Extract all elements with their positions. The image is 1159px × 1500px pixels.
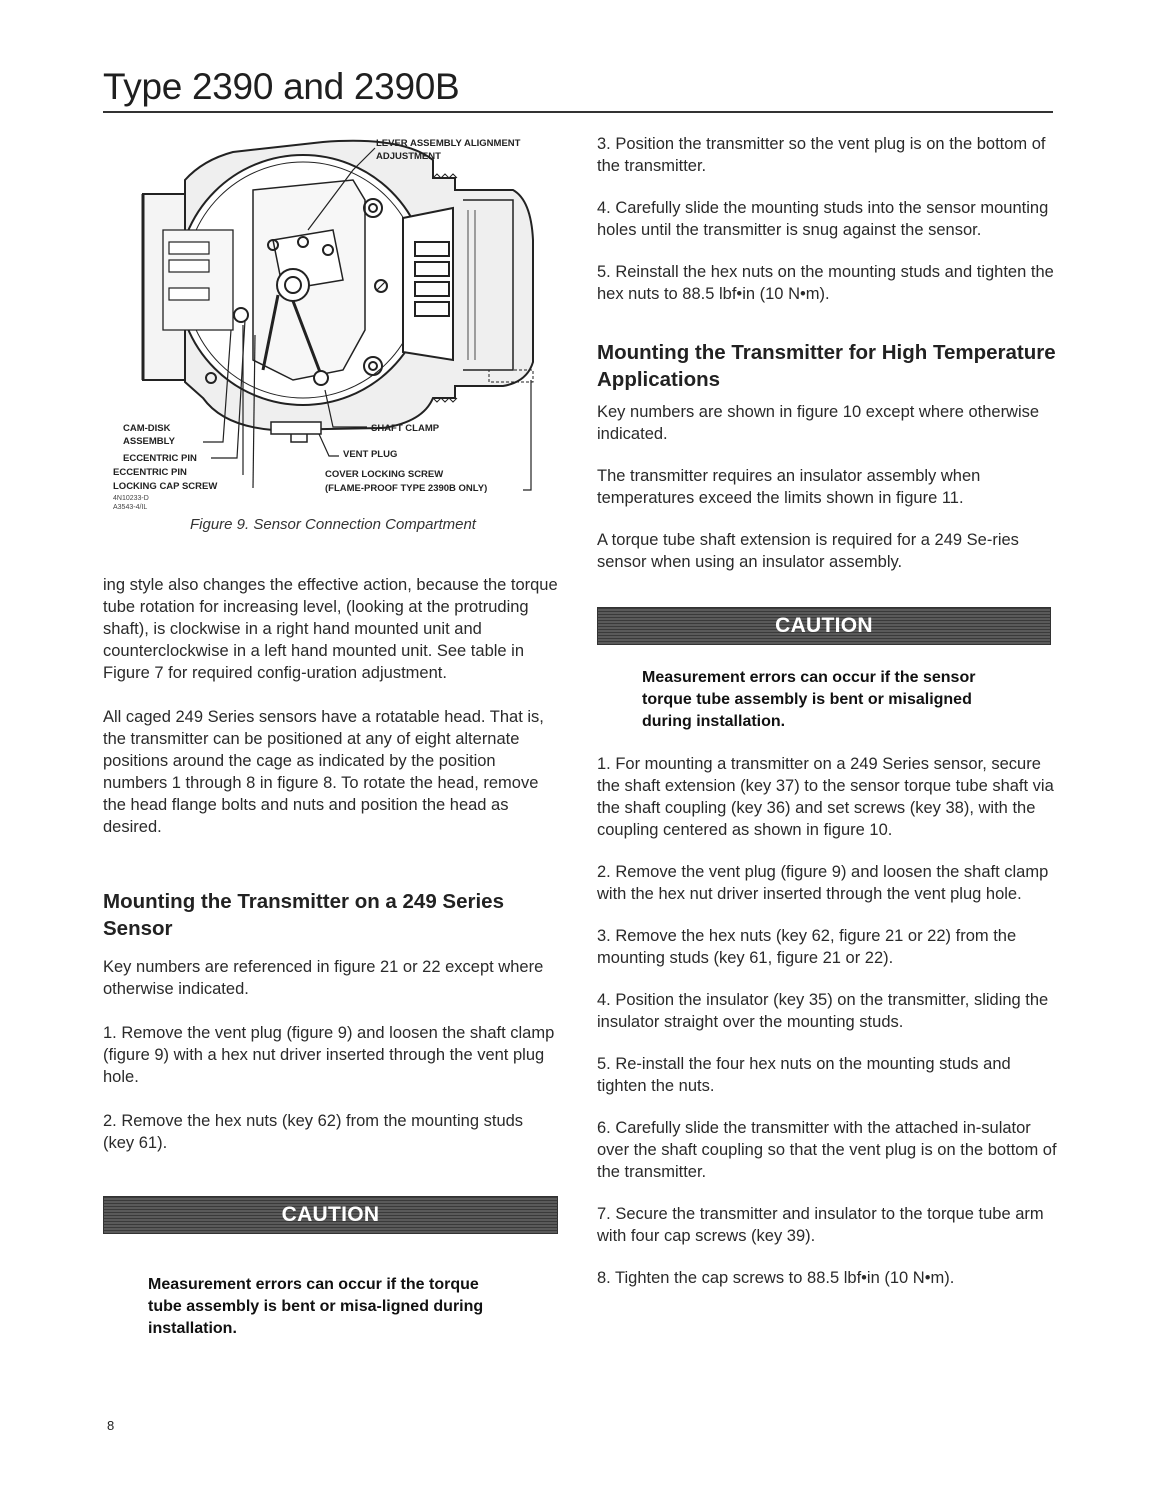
- label-eccentric-cap-2: LOCKING CAP SCREW: [113, 481, 218, 492]
- paragraph-insulator-required: The transmitter requires an insulator assembly when temperatures exceed the limits shown in figure 11.: [597, 467, 981, 507]
- paragraph-continuation: ing style also changes the effective action, because the torque tube rotation for increasing level, (looking at the protruding shaft), is clockwise in a right hand mounted unit and counterclockwise in a left hand mounted unit. See table in Figure 7 for required config-uration adjustment.: [103, 576, 558, 682]
- title-rule: [103, 111, 1053, 113]
- label-cam-disk: CAM-DISK: [123, 423, 171, 434]
- page-title: Type 2390 and 2390B: [103, 66, 460, 107]
- step-2: 2. Remove the hex nuts (key 62) from the mounting studs (key 61).: [103, 1112, 524, 1152]
- right-column: [597, 133, 1057, 1289]
- hs-step-1: 1. For mounting a transmitter on a 249 Series sensor, secure the shaft extension (key 37) to the sensor torque tube shaft via the shaft coupling (key 36) and set screws (key 38), with the coupling centered as shown in figure 10.: [597, 755, 1054, 839]
- hs-step-5: 5. Re-install the four hex nuts on the mounting studs and tighten the nuts.: [597, 1055, 1011, 1095]
- caution-text-left: Measurement errors can occur if the torque tube assembly is bent or misa-ligned during installation.: [148, 1276, 484, 1337]
- label-lever-alignment: LEVER ASSEMBLY ALIGNMENT: [376, 138, 521, 149]
- hs-step-4: 4. Position the insulator (key 35) on the transmitter, sliding the insulator straight over the mounting studs.: [597, 991, 1049, 1031]
- page-number: 8: [107, 1418, 115, 1433]
- heading-249-mounting: Mounting the Transmitter on a 249 Series Sensor: [103, 890, 504, 940]
- label-lever-alignment-2: ADJUSTMENT: [376, 151, 441, 162]
- hs-step-8: 8. Tighten the cap screws to 88.5 lbf•in (10 N•m).: [597, 1269, 955, 1287]
- step-5: 5. Reinstall the hex nuts on the mounting studs and tighten the hex nuts to 88.5 lbf•in (10 N•m).: [597, 263, 1054, 303]
- step-4: 4. Carefully slide the mounting studs into the sensor mounting holes until the transmitter is snug against the sensor.: [597, 199, 1049, 239]
- label-shaft-clamp: SHAFT CLAMP: [371, 423, 440, 434]
- label-cover-screw: COVER LOCKING SCREW: [325, 469, 444, 480]
- paragraph-caged-sensors: All caged 249 Series sensors have a rotatable head. That is, the transmitter can be positioned at any of eight alternate positions around the cage as indicated by the position numbers 1 through 8 in figure 8. To rotate the head, remove the head flange bolts and nuts and position the head as desired.: [103, 708, 544, 836]
- paragraph-key-numbers-right: Key numbers are shown in figure 10 except where otherwise indicated.: [597, 403, 1040, 443]
- hs-step-2: 2. Remove the vent plug (figure 9) and loosen the shaft clamp with the hex nut driver inserted through the vent plug hole.: [597, 863, 1049, 903]
- step-3: 3. Position the transmitter so the vent plug is on the bottom of the transmitter.: [597, 135, 1046, 175]
- figure-code-1: 4N10233-D: [113, 495, 149, 502]
- hs-step-7: 7. Secure the transmitter and insulator to the torque tube arm with four cap screws (key 39).: [597, 1205, 1044, 1245]
- label-cover-screw-2: (FLAME-PROOF TYPE 2390B ONLY): [325, 483, 488, 494]
- left-column: [103, 574, 558, 1340]
- caution-text-right: Measurement errors can occur if the sensor torque tube assembly is bent or misaligned during installation.: [642, 669, 976, 730]
- label-eccentric-cap: ECCENTRIC PIN: [113, 467, 187, 478]
- caution-bar-left: CAUTION: [103, 1196, 558, 1234]
- label-cam-disk-2: ASSEMBLY: [123, 436, 175, 447]
- hs-step-6: 6. Carefully slide the transmitter with the attached in-sulator over the shaft coupling so that the vent plug is on the bottom of the transmitter.: [597, 1119, 1057, 1181]
- figure-code-2: A3543-4/IL: [113, 504, 148, 511]
- step-1: 1. Remove the vent plug (figure 9) and loosen the shaft clamp (figure 9) with a hex nut driver inserted through the vent plug hole.: [103, 1024, 555, 1086]
- paragraph-shaft-extension: A torque tube shaft extension is required for a 249 Se-ries sensor when using an insulator assembly.: [597, 531, 1019, 571]
- caution-bar-right: CAUTION: [597, 607, 1051, 645]
- paragraph-key-numbers: Key numbers are referenced in figure 21 or 22 except where otherwise indicated.: [103, 958, 544, 998]
- hs-step-3: 3. Remove the hex nuts (key 62, figure 21 or 22) from the mounting studs (key 61, figure 21 or 22).: [597, 927, 1017, 967]
- figure-9: [103, 130, 563, 550]
- figure-caption: Figure 9. Sensor Connection Compartment: [190, 516, 476, 533]
- heading-high-temp: Mounting the Transmitter for High Temperature Applications: [597, 341, 1056, 391]
- label-eccentric-pin: ECCENTRIC PIN: [123, 453, 197, 464]
- label-vent-plug: VENT PLUG: [343, 449, 398, 460]
